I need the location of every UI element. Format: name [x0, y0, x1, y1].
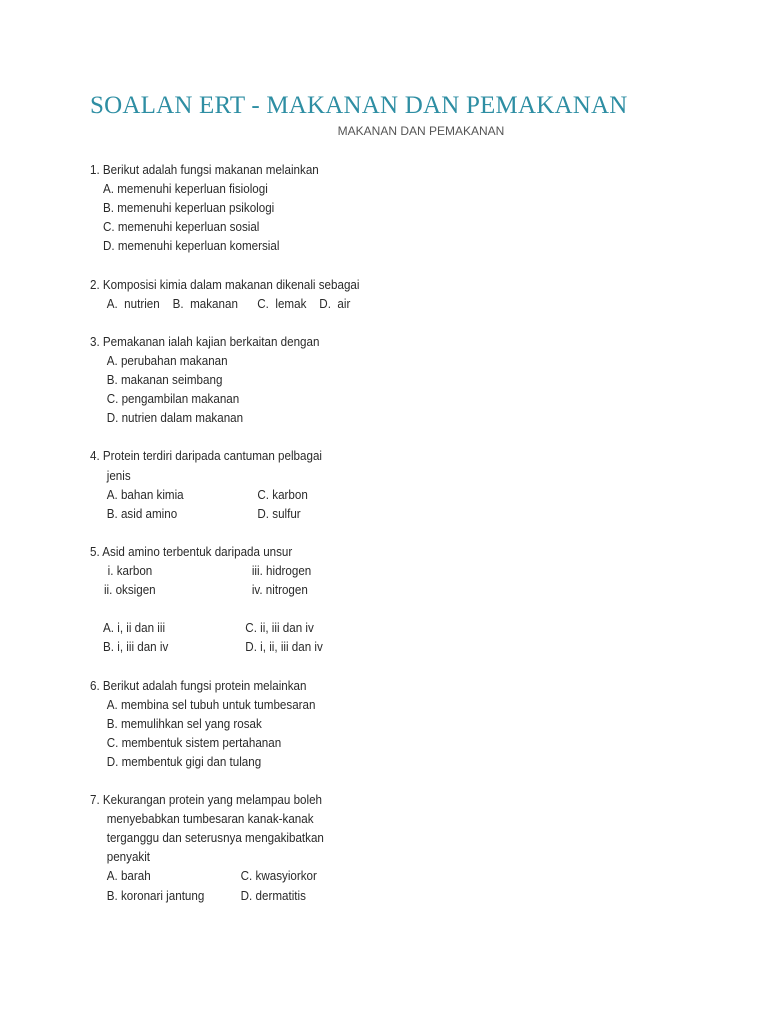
question-5-option-a: A. i, ii dan iii	[103, 621, 166, 636]
spacer	[90, 657, 425, 676]
question-7-row-2	[90, 887, 425, 906]
question-4-option-d: D. sulfur	[257, 506, 301, 521]
question-1-option-a: A. memenuhi keperluan fisiologi	[103, 182, 268, 197]
question-5-row-1	[90, 619, 425, 638]
question-7-stem-continued-2: terganggu dan seterusnya mengakibatkan	[106, 831, 324, 846]
spacer	[90, 428, 425, 447]
question-7-stem-continued-3: penyakit	[106, 850, 151, 865]
question-5-element-iii: iii. hidrogen	[251, 563, 312, 578]
question-1-option-b: B. memenuhi keperluan psikologi	[103, 201, 275, 216]
question-5-element-iv: iv. nitrogen	[251, 583, 308, 598]
question-5-element-row-2	[90, 581, 425, 600]
question-1-stem: 1. Berikut adalah fungsi makanan melainkan	[90, 163, 319, 177]
question-3-option-c: C. pengambilan makanan	[106, 392, 240, 407]
question-2-stem: 2. Komposisi kimia dalam makanan dikenali sebagai	[90, 277, 360, 292]
question-6-option-d: D. membentuk gigi dan tulang	[106, 754, 262, 769]
question-5-element-i: i. karbon	[107, 563, 153, 578]
question-5-option-c: C. ii, iii dan iv	[245, 621, 314, 636]
question-1-option-d: D. memenuhi keperluan komersial	[103, 239, 280, 254]
question-5-element-ii: ii. oksigen	[103, 583, 156, 598]
question-7-option-b: B. koronari jantung	[106, 888, 205, 903]
question-3-stem: 3. Pemakanan ialah kajian berkaitan dengan	[90, 334, 320, 349]
question-1-option-c: C. memenuhi keperluan sosial	[103, 220, 260, 235]
question-4-option-b: B. asid amino	[106, 506, 178, 521]
question-2-options: A. nutrien B. makanan C. lemak D. air	[106, 296, 351, 311]
question-list	[90, 161, 425, 906]
question-4-row-2	[90, 505, 425, 524]
spacer	[90, 524, 425, 543]
spacer	[90, 314, 425, 333]
question-6-option-c: C. membentuk sistem pertahanan	[106, 735, 282, 750]
question-3-option-a: A. perubahan makanan	[106, 353, 228, 368]
question-7-option-d: D. dermatitis	[240, 888, 306, 903]
question-4-option-a: A. bahan kimia	[106, 487, 184, 502]
page-subtitle: MAKANAN DAN PEMAKANAN	[337, 124, 505, 138]
question-5-option-b: B. i, iii dan iv	[103, 640, 169, 655]
question-7-option-c: C. kwasyiorkor	[240, 869, 317, 884]
question-5-option-d: D. i, ii, iii dan iv	[245, 640, 323, 655]
question-7-option-a: A. barah	[106, 869, 151, 884]
page-title: SOALAN ERT - MAKANAN DAN PEMAKANAN	[90, 92, 628, 119]
question-3-option-d: D. nutrien dalam makanan	[106, 411, 244, 426]
question-6-stem: 6. Berikut adalah fungsi protein melainkan	[90, 678, 307, 693]
question-6-option-b: B. memulihkan sel yang rosak	[106, 716, 262, 731]
question-7-stem: 7. Kekurangan protein yang melampau boleh	[90, 793, 323, 808]
question-7-stem-continued-1: menyebabkan tumbesaran kanak-kanak	[106, 812, 314, 827]
question-4-row-1	[90, 486, 425, 505]
question-5-row-2	[90, 638, 425, 657]
question-4-option-c: C. karbon	[257, 487, 308, 502]
question-5-stem: 5. Asid amino terbentuk daripada unsur	[90, 544, 293, 559]
spacer	[90, 772, 425, 791]
spacer	[90, 256, 425, 275]
question-7-row-1	[90, 867, 425, 886]
question-3-option-b: B. makanan seimbang	[106, 373, 223, 388]
question-4-stem: 4. Protein terdiri daripada cantuman pelbagai	[90, 449, 323, 464]
spacer	[90, 600, 425, 619]
question-4-stem-continued: jenis	[106, 468, 131, 483]
question-6-option-a: A. membina sel tubuh untuk tumbesaran	[106, 697, 316, 712]
question-5-element-row-1	[90, 562, 425, 581]
